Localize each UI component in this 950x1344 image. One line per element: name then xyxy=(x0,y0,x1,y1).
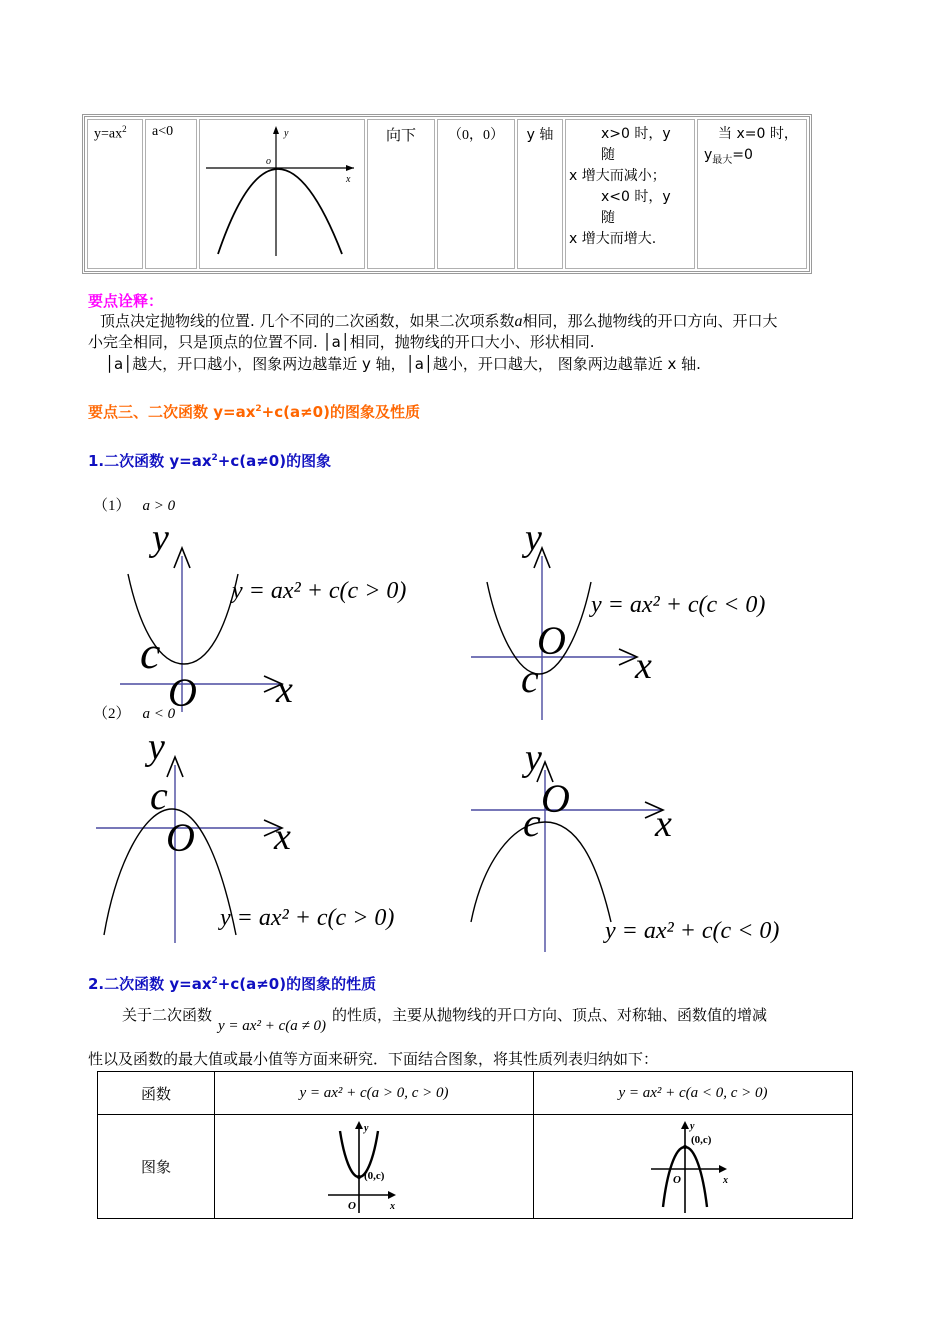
parabola-down-graph xyxy=(200,120,364,264)
properties-table-bottom xyxy=(97,1071,853,1219)
graph-a-neg-c-neg xyxy=(465,740,795,960)
x-label: x xyxy=(390,1200,395,1212)
notes-line3: │a│越大，开口越小，图象两边越靠近 y 轴，│a│越小，开口越大， 图象两边越靠近 x 轴. xyxy=(105,355,701,373)
row-label-graph: 图象 xyxy=(98,1115,215,1219)
c-label: c xyxy=(140,627,161,678)
x-axis-arrow xyxy=(719,1165,727,1173)
cell-vertex: （0，0） xyxy=(437,119,515,269)
x-axis-arrow xyxy=(388,1191,396,1199)
x-label: x xyxy=(635,645,652,687)
x-label: x xyxy=(274,816,291,858)
notes-line1: 顶点决定抛物线的位置. 几个不同的二次函数，如果二次项系数a相同，那么抛物线的开口方向、开口大 xyxy=(100,312,778,330)
func-a-pos-c-pos: y = ax² + c(a > 0, c > 0) xyxy=(215,1072,534,1115)
origin-label: O xyxy=(537,618,566,663)
small-graph-a-pos xyxy=(324,1117,424,1217)
sub1-title: 1.二次函数 $y=ax^2+c(a\ne 0)$的图象 xyxy=(88,452,332,470)
c-label: c xyxy=(521,656,539,701)
y-label: y xyxy=(152,520,169,559)
c-label: c xyxy=(523,800,541,845)
origin-label: o xyxy=(266,156,271,167)
y-label: y xyxy=(690,1120,695,1132)
small-graph-a-neg xyxy=(643,1117,743,1217)
y-axis-arrow xyxy=(681,1121,689,1129)
y-label: y xyxy=(364,1122,369,1134)
equation-label: y = ax² + c(c < 0) xyxy=(591,592,766,618)
cell-graph-right xyxy=(534,1115,853,1219)
vertex-label: (0,c) xyxy=(691,1133,712,1146)
cell-graph-left xyxy=(215,1115,534,1219)
properties-table-top xyxy=(82,114,812,274)
y-axis-arrow xyxy=(273,126,279,134)
origin-label: O xyxy=(673,1173,681,1186)
cell-extreme: 当 x=0 时， $y_{最大}=0$ xyxy=(697,119,807,269)
case1-label: （1） a > 0 xyxy=(93,498,176,514)
parabola-curve xyxy=(218,169,342,254)
equation-label: y = ax² + c(c > 0) xyxy=(220,905,395,931)
vertex-label: (0,c) xyxy=(364,1169,385,1182)
notes-line2: 小完全相同，只是顶点的位置不同. │a│相同，抛物线的开口大小、形状相同. xyxy=(88,333,595,351)
sub2-para-line1: 关于二次函数y = ax² + c(a ≠ 0)的性质，主要从抛物线的开口方向、顶点、对称轴、函数值的增减 xyxy=(122,1006,767,1034)
y-label: y xyxy=(284,128,289,139)
origin-label: O xyxy=(166,815,195,860)
equation-label: y = ax² + c(c > 0) xyxy=(232,578,407,604)
section3-title: 要点三、二次函数 $y=ax^2+c(a\ne 0)$的图象及性质 xyxy=(88,403,420,421)
y-label: y xyxy=(525,740,542,779)
cell-graph xyxy=(199,119,365,269)
parabola-curve xyxy=(471,822,611,922)
vertex-point xyxy=(683,1145,687,1149)
c-label: c xyxy=(150,773,168,818)
x-label: x xyxy=(276,669,293,711)
y-label: y xyxy=(148,726,165,768)
origin-label: O xyxy=(348,1199,356,1212)
x-axis-arrow xyxy=(346,165,354,171)
x-label: x xyxy=(655,803,672,845)
origin-label: O xyxy=(168,670,197,715)
cell-function: $y=ax^2$ xyxy=(87,119,143,269)
y-label: y xyxy=(525,520,542,559)
cell-direction: 向下 xyxy=(367,119,435,269)
origin-label: O xyxy=(541,776,570,821)
sub2-title: 2.二次函数 $y=ax^2+c(a\ne 0)$的图象的性质 xyxy=(88,975,377,993)
graph-a-pos-c-neg xyxy=(465,520,785,720)
equation-label: y = ax² + c(c < 0) xyxy=(605,918,780,944)
notes-title: 要点诠释： xyxy=(88,292,164,310)
x-label: x xyxy=(723,1174,728,1186)
row-label-function: 函数 xyxy=(98,1072,215,1115)
func-a-neg-c-pos: y = ax² + c(a < 0, c > 0) xyxy=(534,1072,853,1115)
graph-a-neg-c-pos xyxy=(90,725,420,950)
x-label: x xyxy=(346,174,351,185)
case2-label: （2） a < 0 xyxy=(93,706,176,722)
sub2-para-line2: 性以及函数的最大值或最小值等方面来研究．下面结合图象，将其性质列表归纳如下： xyxy=(88,1050,659,1068)
y-axis-arrow xyxy=(355,1121,363,1129)
graph-a-pos-c-pos xyxy=(100,520,420,720)
cell-axis: y 轴 xyxy=(517,119,563,269)
cell-monotonicity: x>0 时，y 随 x 增大而减小； x<0 时，y 随 x 增大而增大. xyxy=(565,119,695,269)
cell-condition: a<0 xyxy=(145,119,197,269)
vertex-point xyxy=(357,1175,361,1179)
